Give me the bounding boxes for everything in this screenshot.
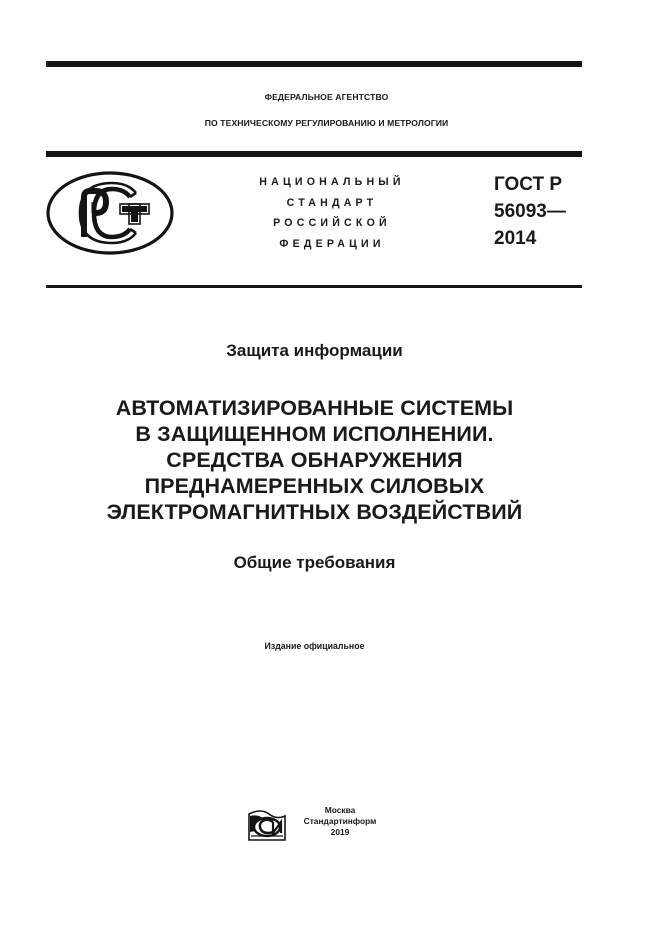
document-subtitle: Общие требования: [233, 553, 396, 572]
standard-designation: [494, 171, 566, 252]
national-standard-label: [246, 172, 418, 254]
national-standard-line: НАЦИОНАЛЬНЫЙ: [259, 176, 405, 188]
title-line: ПРЕДНАМЕРЕННЫХ СИЛОВЫХ: [144, 474, 485, 498]
designation-line: ГОСТ Р: [494, 174, 563, 195]
agency-name-line2: ПО ТЕХНИЧЕСКОМУ РЕГУЛИРОВАНИЮ И МЕТРОЛОГИИ: [204, 118, 449, 128]
document-title: [0, 395, 629, 525]
publisher-city: Москва: [324, 805, 356, 815]
title-line: АВТОМАТИЗИРОВАННЫЕ СИСТЕМЫ: [115, 396, 514, 420]
bottom-rule: [46, 285, 582, 288]
publisher-info: [295, 805, 385, 838]
edition-label: Издание официальное: [264, 641, 365, 651]
national-standard-line: ФЕДЕРАЦИИ: [279, 237, 385, 250]
designation-line: 56093—: [494, 201, 566, 222]
national-standard-line: РОССИЙСКОЙ: [273, 217, 391, 229]
agency-name-line1: ФЕДЕРАЛЬНОЕ АГЕНТСТВО: [264, 92, 389, 102]
publisher-block: [247, 804, 397, 844]
national-standard-line: СТАНДАРТ: [286, 196, 378, 209]
top-rule: [46, 61, 582, 67]
header-rule: [46, 151, 582, 157]
designation-line: 2014: [494, 228, 537, 249]
title-line: СРЕДСТВА ОБНАРУЖЕНИЯ: [166, 448, 463, 472]
document-subject: Защита информации: [226, 341, 403, 360]
title-line: В ЗАЩИЩЕННОМ ИСПОЛНЕНИИ.: [135, 422, 494, 446]
publication-year: 2019: [330, 827, 350, 837]
publisher-name: Стандартинформ: [303, 816, 377, 826]
title-line: ЭЛЕКТРОМАГНИТНЫХ ВОЗДЕЙСТВИЙ: [106, 500, 523, 524]
rst-gost-logo-icon: [46, 171, 174, 255]
standartinform-logo-icon: [247, 806, 289, 842]
